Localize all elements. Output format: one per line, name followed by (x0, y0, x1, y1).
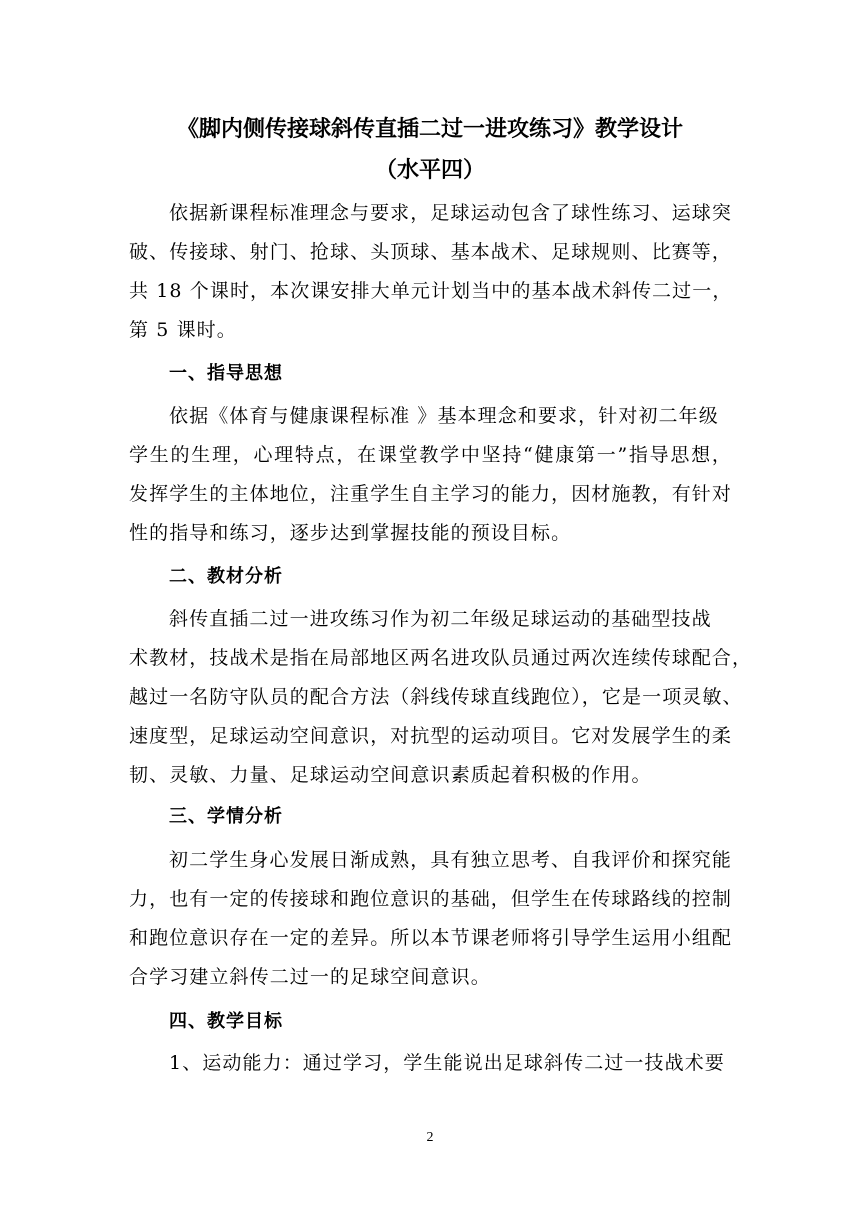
paragraph-line: 性的指导和练习，逐步达到掌握技能的预设目标。 (129, 522, 572, 544)
document-subtitle: （水平四） (374, 158, 485, 183)
paragraph-line: 韧、灵敏、力量、足球运动空间意识素质起着积极的作用。 (129, 764, 652, 786)
paragraph-line: 学生的生理，心理特点，在课堂教学中坚持“健康第一”指导思想， (129, 444, 732, 466)
paragraph-line: 合学习建立斜传二过一的足球空间意识。 (129, 966, 491, 988)
document-title: 《脚内侧传接球斜传直插二过一进攻练习》教学设计 (176, 117, 683, 142)
section-heading: 四、教学目标 (169, 1011, 283, 1032)
paragraph-line: 斜传直插二过一进攻练习作为初二年级足球运动的基础型技战 (169, 608, 712, 630)
section-heading: 二、教材分析 (169, 566, 283, 587)
paragraph-line: 力，也有一定的传接球和跑位意识的基础，但学生在传球路线的控制 (129, 888, 733, 910)
intro-line: 破、传接球、射门、抢球、头顶球、基本战术、足球规则、比赛等， (129, 241, 733, 263)
paragraph-line: 和跑位意识存在一定的差异。所以本节课老师将引导学生运用小组配 (129, 927, 733, 949)
paragraph-line: 发挥学生的主体地位，注重学生自主学习的能力，因材施教，有针对 (129, 483, 733, 505)
paragraph-line: 越过一名防守队员的配合方法（斜线传球直线跑位），它是一项灵敏、 (129, 686, 743, 708)
intro-line: 第 5 课时。 (129, 319, 237, 341)
section-heading: 三、学情分析 (169, 806, 283, 827)
paragraph-line: 1、运动能力：通过学习，学生能说出足球斜传二过一技战术要 (169, 1052, 725, 1074)
paragraph-line: 初二学生身心发展日渐成熟，具有独立思考、自我评价和探究能 (169, 849, 732, 871)
section-heading: 一、指导思想 (169, 363, 283, 384)
paragraph-line: 术教材，技战术是指在局部地区两名进攻队员通过两次连续传球配合， (129, 647, 753, 669)
paragraph-line: 依据《体育与健康课程标准 》基本理念和要求，针对初二年级 (169, 405, 719, 427)
intro-line: 依据新课程标准理念与要求，足球运动包含了球性练习、运球突 (169, 202, 732, 224)
intro-line: 共 18 个课时，本次课安排大单元计划当中的基本战术斜传二过一， (129, 280, 733, 302)
paragraph-line: 速度型，足球运动空间意识，对抗型的运动项目。它对发展学生的柔 (129, 725, 733, 747)
page-number: 2 (426, 1130, 434, 1145)
